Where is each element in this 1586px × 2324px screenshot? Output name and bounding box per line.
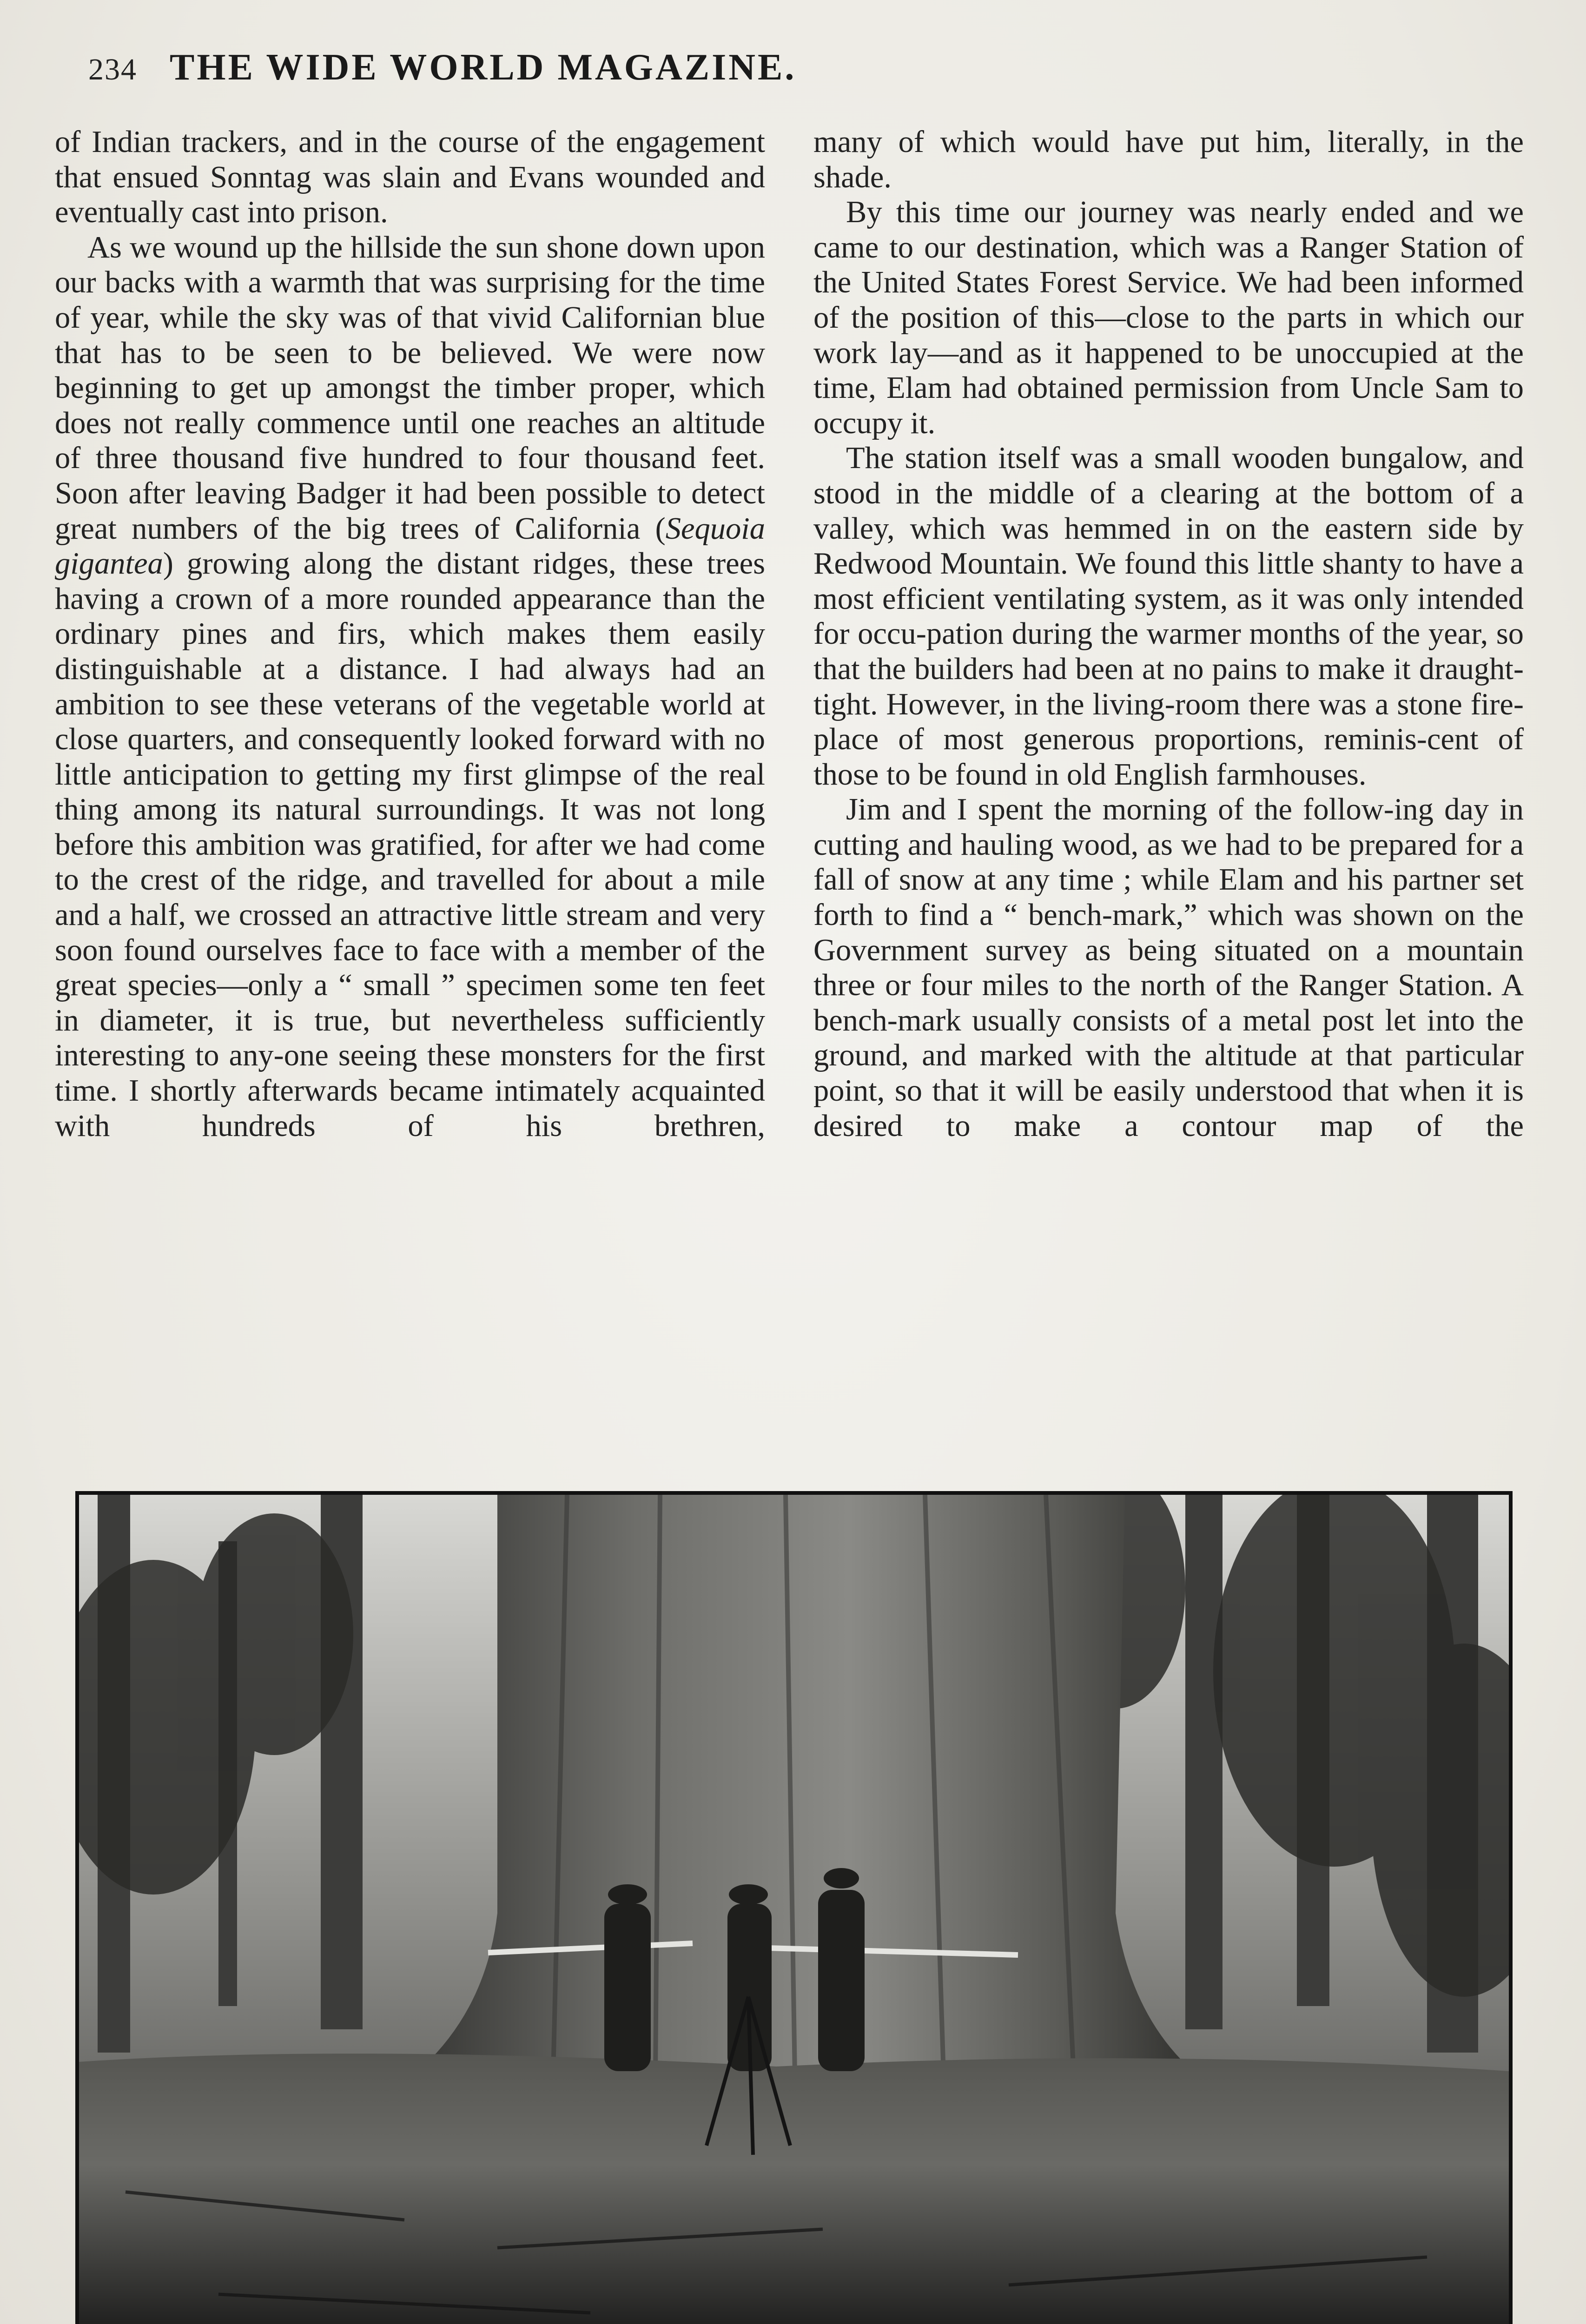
right-paragraph-1: many of which would have put him, literally, in the shade. xyxy=(813,125,1524,194)
left-paragraph-1: of Indian trackers, and in the course of the engagement that ensued Sonntag was slain and Evans wounded and eventually cast into prison. xyxy=(55,125,765,230)
right-paragraph-3: The station itself was a small wooden bungalow, and stood in the middle of a clearing at the bottom of a valley, which was hemmed in on the eastern side by Redwood Mountain. We found this little shanty to have a most efficient ventilating system, as it was only intended for occu-pation during the warmer months of the year, so that the builders had been at no pains to make it draught-tight. However, in the living-room there was a stone fire-place of most generous proportions, reminis-cent of those to be found in old English farmhouses. xyxy=(813,441,1524,792)
left-text-column xyxy=(55,125,765,1143)
forest-photo-illustration xyxy=(79,1495,1509,2324)
left-paragraph-2 xyxy=(55,230,765,1143)
sequoia-photograph xyxy=(75,1491,1513,2324)
left-paragraph-2-part-b: ) growing along the distant ridges, these trees having a crown of a more rounded appearance than the ordinary pines and firs, which makes them easily distinguishable at a distance. I had always had an ambition to see these veterans of the vegetable world at close quarters, and consequently looked forward with no little anticipation to getting my first glimpse of the real thing among its natural surroundings. It was not long before this ambition was gratified, for after we had come to the crest of the ridge, and travelled for about a mile and a half, we crossed an attractive little stream and very soon found ourselves face to face with a member of the great species—only a “ small ” specimen some ten feet in diameter, it is true, but nevertheless sufficiently interesting to any-one seeing these monsters for the first time. I shortly afterwards became intimately acquainted with hundreds of his brethren, xyxy=(55,547,765,1143)
page-header xyxy=(88,46,1436,102)
giant-sequoia-trunk xyxy=(381,1495,1232,2099)
right-text-column xyxy=(813,125,1524,1143)
right-paragraph-4: Jim and I spent the morning of the follow-ing day in cutting and hauling wood, as we had to be prepared for a fall of snow at any time ; while Elam and his partner set forth to find a “ bench-mark,” which was shown on the Government survey as being situated on a mountain three or four miles to the north of the Ranger Station. A bench-mark usually consists of a metal post let into the ground, and marked with the altitude at that particular point, so that it will be easily understood that when it is desired to make a contour map of the xyxy=(813,792,1524,1143)
left-paragraph-2-part-a: As we wound up the hillside the sun shone down upon our backs with a warmth that was surprising for the time of year, while the sky was of that vivid Californian blue that has to be seen to be believed. We were now beginning to get up amongst the timber proper, which does not really commence until one reaches an altitude of three thousand five hundred to four thousand feet. Soon after leaving Badger it had been possible to detect great numbers of the big trees of California ( xyxy=(55,230,765,546)
forest-floor xyxy=(79,2053,1509,2324)
magazine-title: THE WIDE WORLD MAGAZINE. xyxy=(170,47,797,88)
right-paragraph-2: By this time our journey was nearly ended and we came to our destination, which was a Ranger Station of the United States Forest Service. We had been informed of the position of this—close to the parts in which our work lay—and as it happened to be unoccupied at the time, Elam had obtained permission from Uncle Sam to occupy it. xyxy=(813,195,1524,440)
page-number: 234 xyxy=(88,53,137,86)
species-name-italic: Sequoia gigantea xyxy=(55,511,765,581)
